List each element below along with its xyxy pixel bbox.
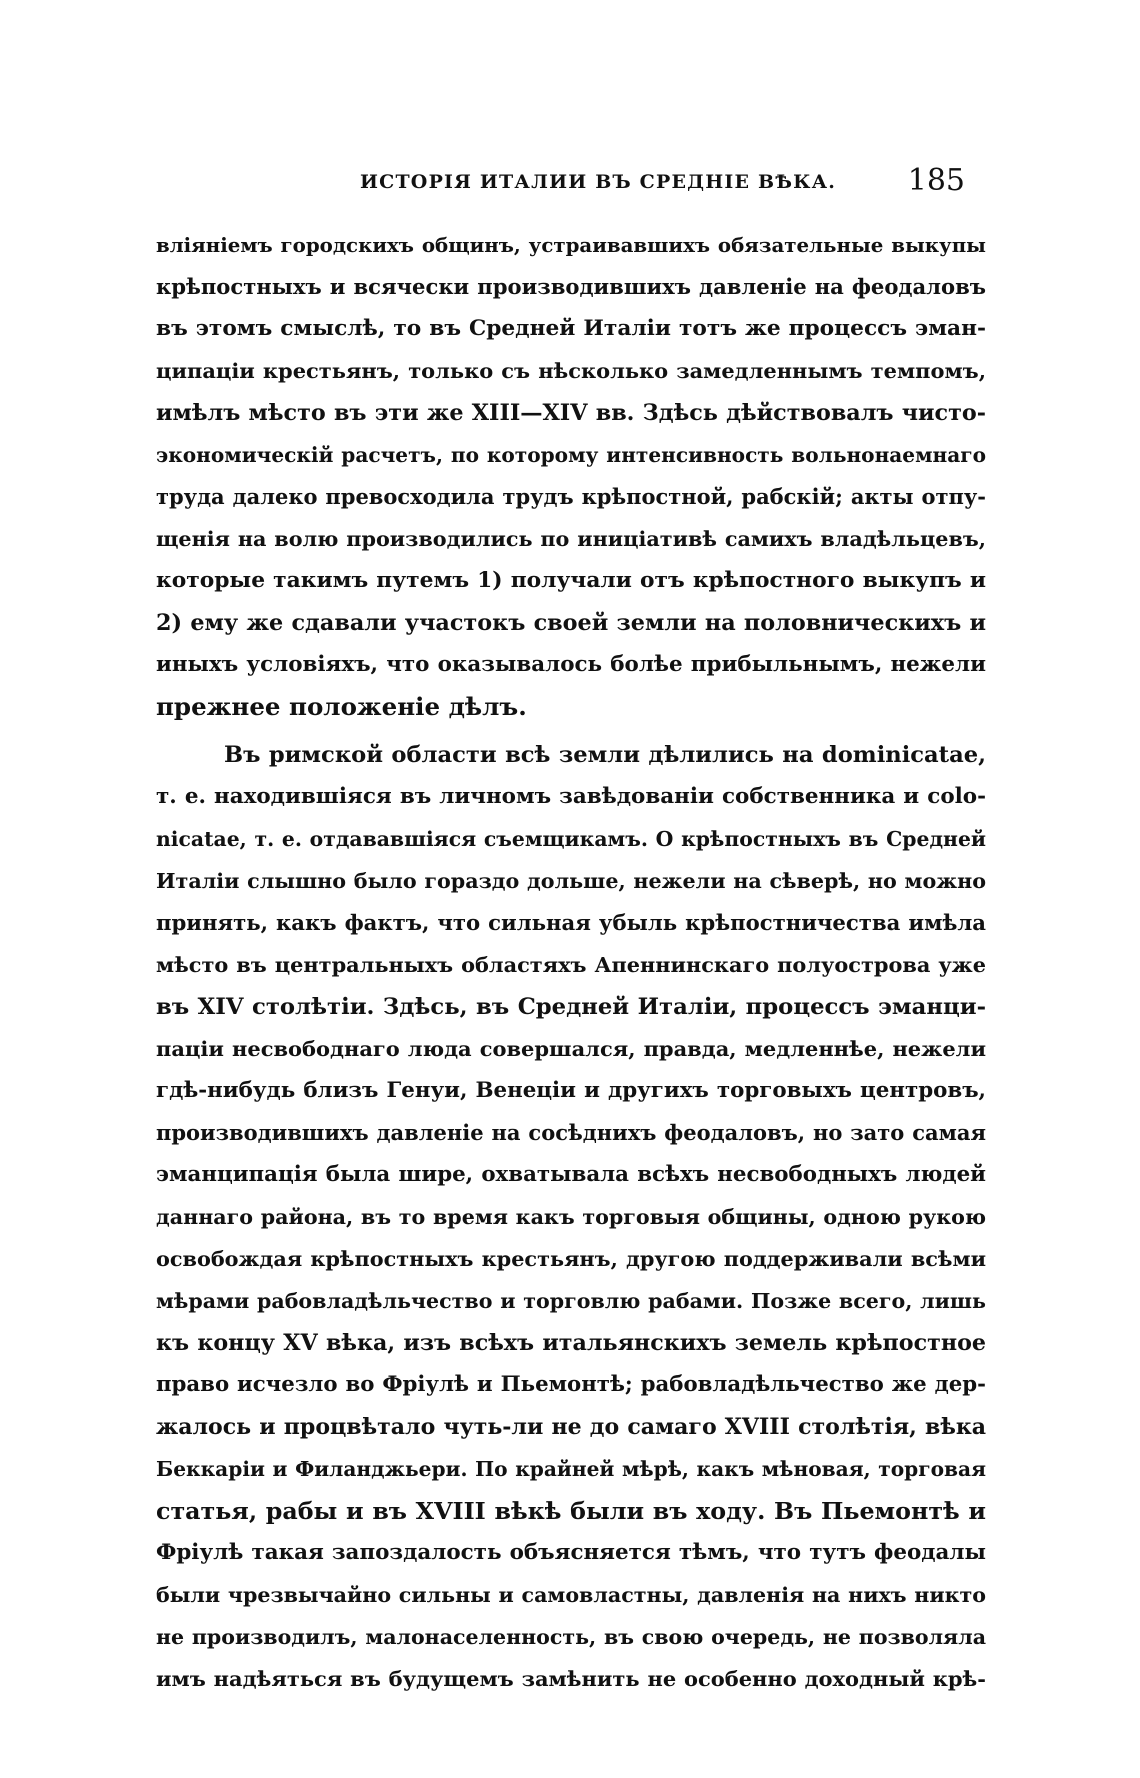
text-line: мѣрами рабовладѣльчество и торговлю рабами. Позже всего, лишь [156, 1289, 986, 1313]
text-line: въ XIV столѣтіи. Здѣсь, въ Средней Италіи, процессъ эманци- [156, 994, 986, 1020]
text-line: Въ римской области всѣ земли дѣлились на dominicatae, [224, 742, 986, 768]
text-line: экономическій расчетъ, по которому интенсивность вольнонаемнаго [156, 443, 986, 467]
text-line: крѣпостныхъ и всячески производившихъ давленіе на феодаловъ [156, 274, 986, 299]
text-line: освобождая крѣпостныхъ крестьянъ, другою поддерживали всѣми [156, 1246, 986, 1271]
body-text [156, 224, 986, 1700]
paragraph-2 [156, 734, 986, 1700]
text-line: гдѣ-нибудь близъ Генуи, Венеціи и другихъ торговыхъ центровъ, [156, 1078, 986, 1103]
text-line: паціи несвободнаго люда совершался, правда, медленнѣе, нежели [156, 1036, 986, 1061]
text-line: труда далеко превосходила трудъ крѣпостной, рабскій; акты отпу- [156, 484, 986, 509]
text-line: которые такимъ путемъ 1) получали отъ крѣпостного выкупъ и [156, 568, 986, 593]
text-line: въ этомъ смыслѣ, то въ Средней Италіи тотъ же процессъ эман- [156, 316, 986, 341]
text-line: ципаціи крестьянъ, только съ нѣсколько замедленнымъ темпомъ, [156, 358, 986, 383]
text-line: Италіи слышно было гораздо дольше, нежели на сѣверѣ, но можно [156, 869, 986, 893]
text-line: 2) ему же сдавали участокъ своей земли на половническихъ и [156, 610, 986, 636]
text-line: статья, рабы и въ XVIII вѣкѣ были въ ходу. Въ Пьемонтѣ и [156, 1497, 986, 1525]
text-line: имѣлъ мѣсто въ эти же XIII—XIV вв. Здѣсь дѣйствовалъ чисто- [156, 400, 986, 426]
text-line: жалось и процвѣтало чуть-ли не до самаго XVIII столѣтія, вѣка [156, 1414, 986, 1440]
text-line: производившихъ давленіе на сосѣднихъ феодаловъ, но зато самая [156, 1120, 986, 1145]
text-line: принять, какъ фактъ, что сильная убыль крѣпостничества имѣла [156, 910, 986, 935]
text-line: иныхъ условіяхъ, что оказывалось болѣе прибыльнымъ, нежели [156, 652, 986, 677]
running-title: ИСТОРІЯ ИТАЛИИ ВЪ СРЕДНІЕ ВѢКА. [360, 171, 837, 193]
text-line: прежнее положеніе дѣлъ. [156, 692, 527, 721]
text-line: даннаго района, въ то время какъ торговыя общины, одною рукою [156, 1205, 986, 1229]
text-line: не производилъ, малонаселенность, въ свою очередь, не позволяла [156, 1625, 986, 1649]
text-line: т. е. находившіяся въ личномъ завѣдованіи собственника и colo- [156, 784, 986, 809]
page-header [360, 163, 965, 203]
text-line: Беккаріи и Филанджьери. По крайней мѣрѣ, какъ мѣновая, торговая [156, 1457, 986, 1481]
text-line: право исчезло во Фріулѣ и Пьемонтѣ; рабовладѣльчество же дер- [156, 1372, 986, 1397]
text-line: nicatae, т. е. отдававшіяся съемщикамъ. О крѣпостныхъ въ Средней [156, 827, 986, 851]
text-line: щенія на волю производились по иниціативѣ самихъ владѣльцевъ, [156, 527, 986, 551]
text-line: эманципація была шире, охватывала всѣхъ несвободныхъ людей [156, 1162, 986, 1187]
text-line: мѣсто въ центральныхъ областяхъ Апеннинскаго полуострова уже [156, 952, 986, 977]
page-number: 185 [907, 163, 965, 198]
text-line: къ концу XV вѣка, изъ всѣхъ итальянскихъ земель крѣпостное [156, 1330, 986, 1356]
text-line: Фріулѣ такая запоздалость объясняется тѣмъ, что тутъ феодалы [156, 1540, 986, 1565]
text-line: были чрезвычайно сильны и самовластны, давленія на нихъ никто [156, 1583, 986, 1607]
text-line: имъ надѣяться въ будущемъ замѣнить не особенно доходный крѣ- [156, 1666, 986, 1691]
paragraph-1 [156, 224, 986, 728]
text-line: вліяніемъ городскихъ общинъ, устраивавшихъ обязательные выкупы [156, 233, 986, 257]
